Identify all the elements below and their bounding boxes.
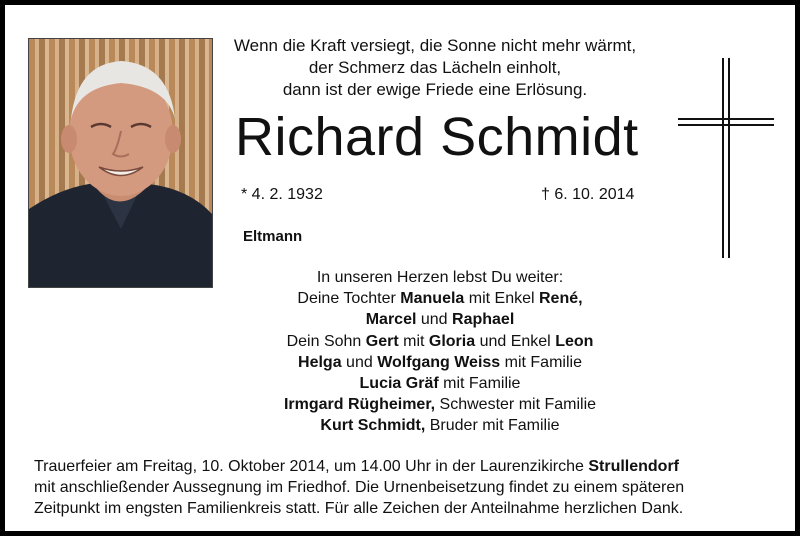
footer-line: Zeitpunkt im engsten Familienkreis statt. Für alle Zeichen der Anteilnahme herzlichen Dank. bbox=[34, 500, 684, 517]
text: mit Familie bbox=[500, 353, 582, 371]
family-line bbox=[250, 331, 630, 352]
text: Bruder mit Familie bbox=[425, 417, 560, 435]
footer-line bbox=[34, 456, 774, 477]
death-date: † 6. 10. 2014 bbox=[541, 186, 635, 203]
relative-name: Gloria bbox=[428, 332, 476, 350]
poem-line: Wenn die Kraft versiegt, die Sonne nicht mehr wärmt, bbox=[233, 36, 637, 55]
family-line bbox=[250, 373, 630, 394]
family-intro: In unseren Herzen lebst Du weiter: bbox=[316, 269, 564, 286]
footer-line: mit anschließender Aussegnung im Friedhof. Die Urnenbeisetzung findet zu einem späteren bbox=[34, 479, 685, 496]
poem bbox=[205, 35, 665, 101]
relative-name: Kurt Schmidt, bbox=[320, 417, 426, 435]
relative-name: Manuela bbox=[400, 290, 465, 308]
relative-name: René, bbox=[539, 290, 583, 308]
text: Schwester mit Familie bbox=[435, 396, 597, 414]
poem-line: der Schmerz das Lächeln einholt, bbox=[308, 58, 562, 77]
text: Trauerfeier am Freitag, 10. Oktober 2014, um 14.00 Uhr in der Laurenzikirche bbox=[34, 458, 589, 475]
text: mit Enkel bbox=[464, 290, 539, 308]
church-location: Strullendorf bbox=[588, 458, 680, 475]
relative-name: Gert bbox=[365, 332, 399, 350]
relative-name: Raphael bbox=[452, 311, 515, 329]
relative-name: Leon bbox=[555, 332, 594, 350]
relative-name: Helga bbox=[298, 353, 342, 371]
deceased-name: Richard Schmidt bbox=[235, 107, 639, 167]
relative-name: Lucia Gräf bbox=[359, 375, 439, 393]
relative-name: Irmgard Rügheimer, bbox=[283, 396, 436, 414]
cross-icon bbox=[678, 58, 774, 258]
portrait-illustration bbox=[29, 39, 212, 287]
birth-date: * 4. 2. 1932 bbox=[241, 186, 323, 203]
text: und Enkel bbox=[475, 332, 556, 350]
family-line bbox=[250, 288, 630, 309]
obituary-notice bbox=[5, 5, 795, 531]
text: mit bbox=[398, 332, 429, 350]
family-line bbox=[250, 415, 630, 436]
hometown: Eltmann bbox=[243, 228, 303, 245]
relative-name: Wolfgang Weiss bbox=[377, 353, 501, 371]
family-line bbox=[250, 394, 630, 415]
portrait-photo bbox=[28, 38, 213, 288]
text: Deine Tochter bbox=[297, 290, 401, 308]
text: mit Familie bbox=[438, 375, 521, 393]
text: Dein Sohn bbox=[286, 332, 366, 350]
relative-name: Marcel bbox=[365, 311, 417, 329]
service-details bbox=[34, 456, 774, 519]
family-line bbox=[250, 309, 630, 330]
family-line bbox=[250, 352, 630, 373]
text: und bbox=[416, 311, 453, 329]
text: und bbox=[341, 353, 378, 371]
family-list bbox=[250, 267, 630, 437]
poem-line: dann ist der ewige Friede eine Erlösung. bbox=[282, 80, 588, 99]
